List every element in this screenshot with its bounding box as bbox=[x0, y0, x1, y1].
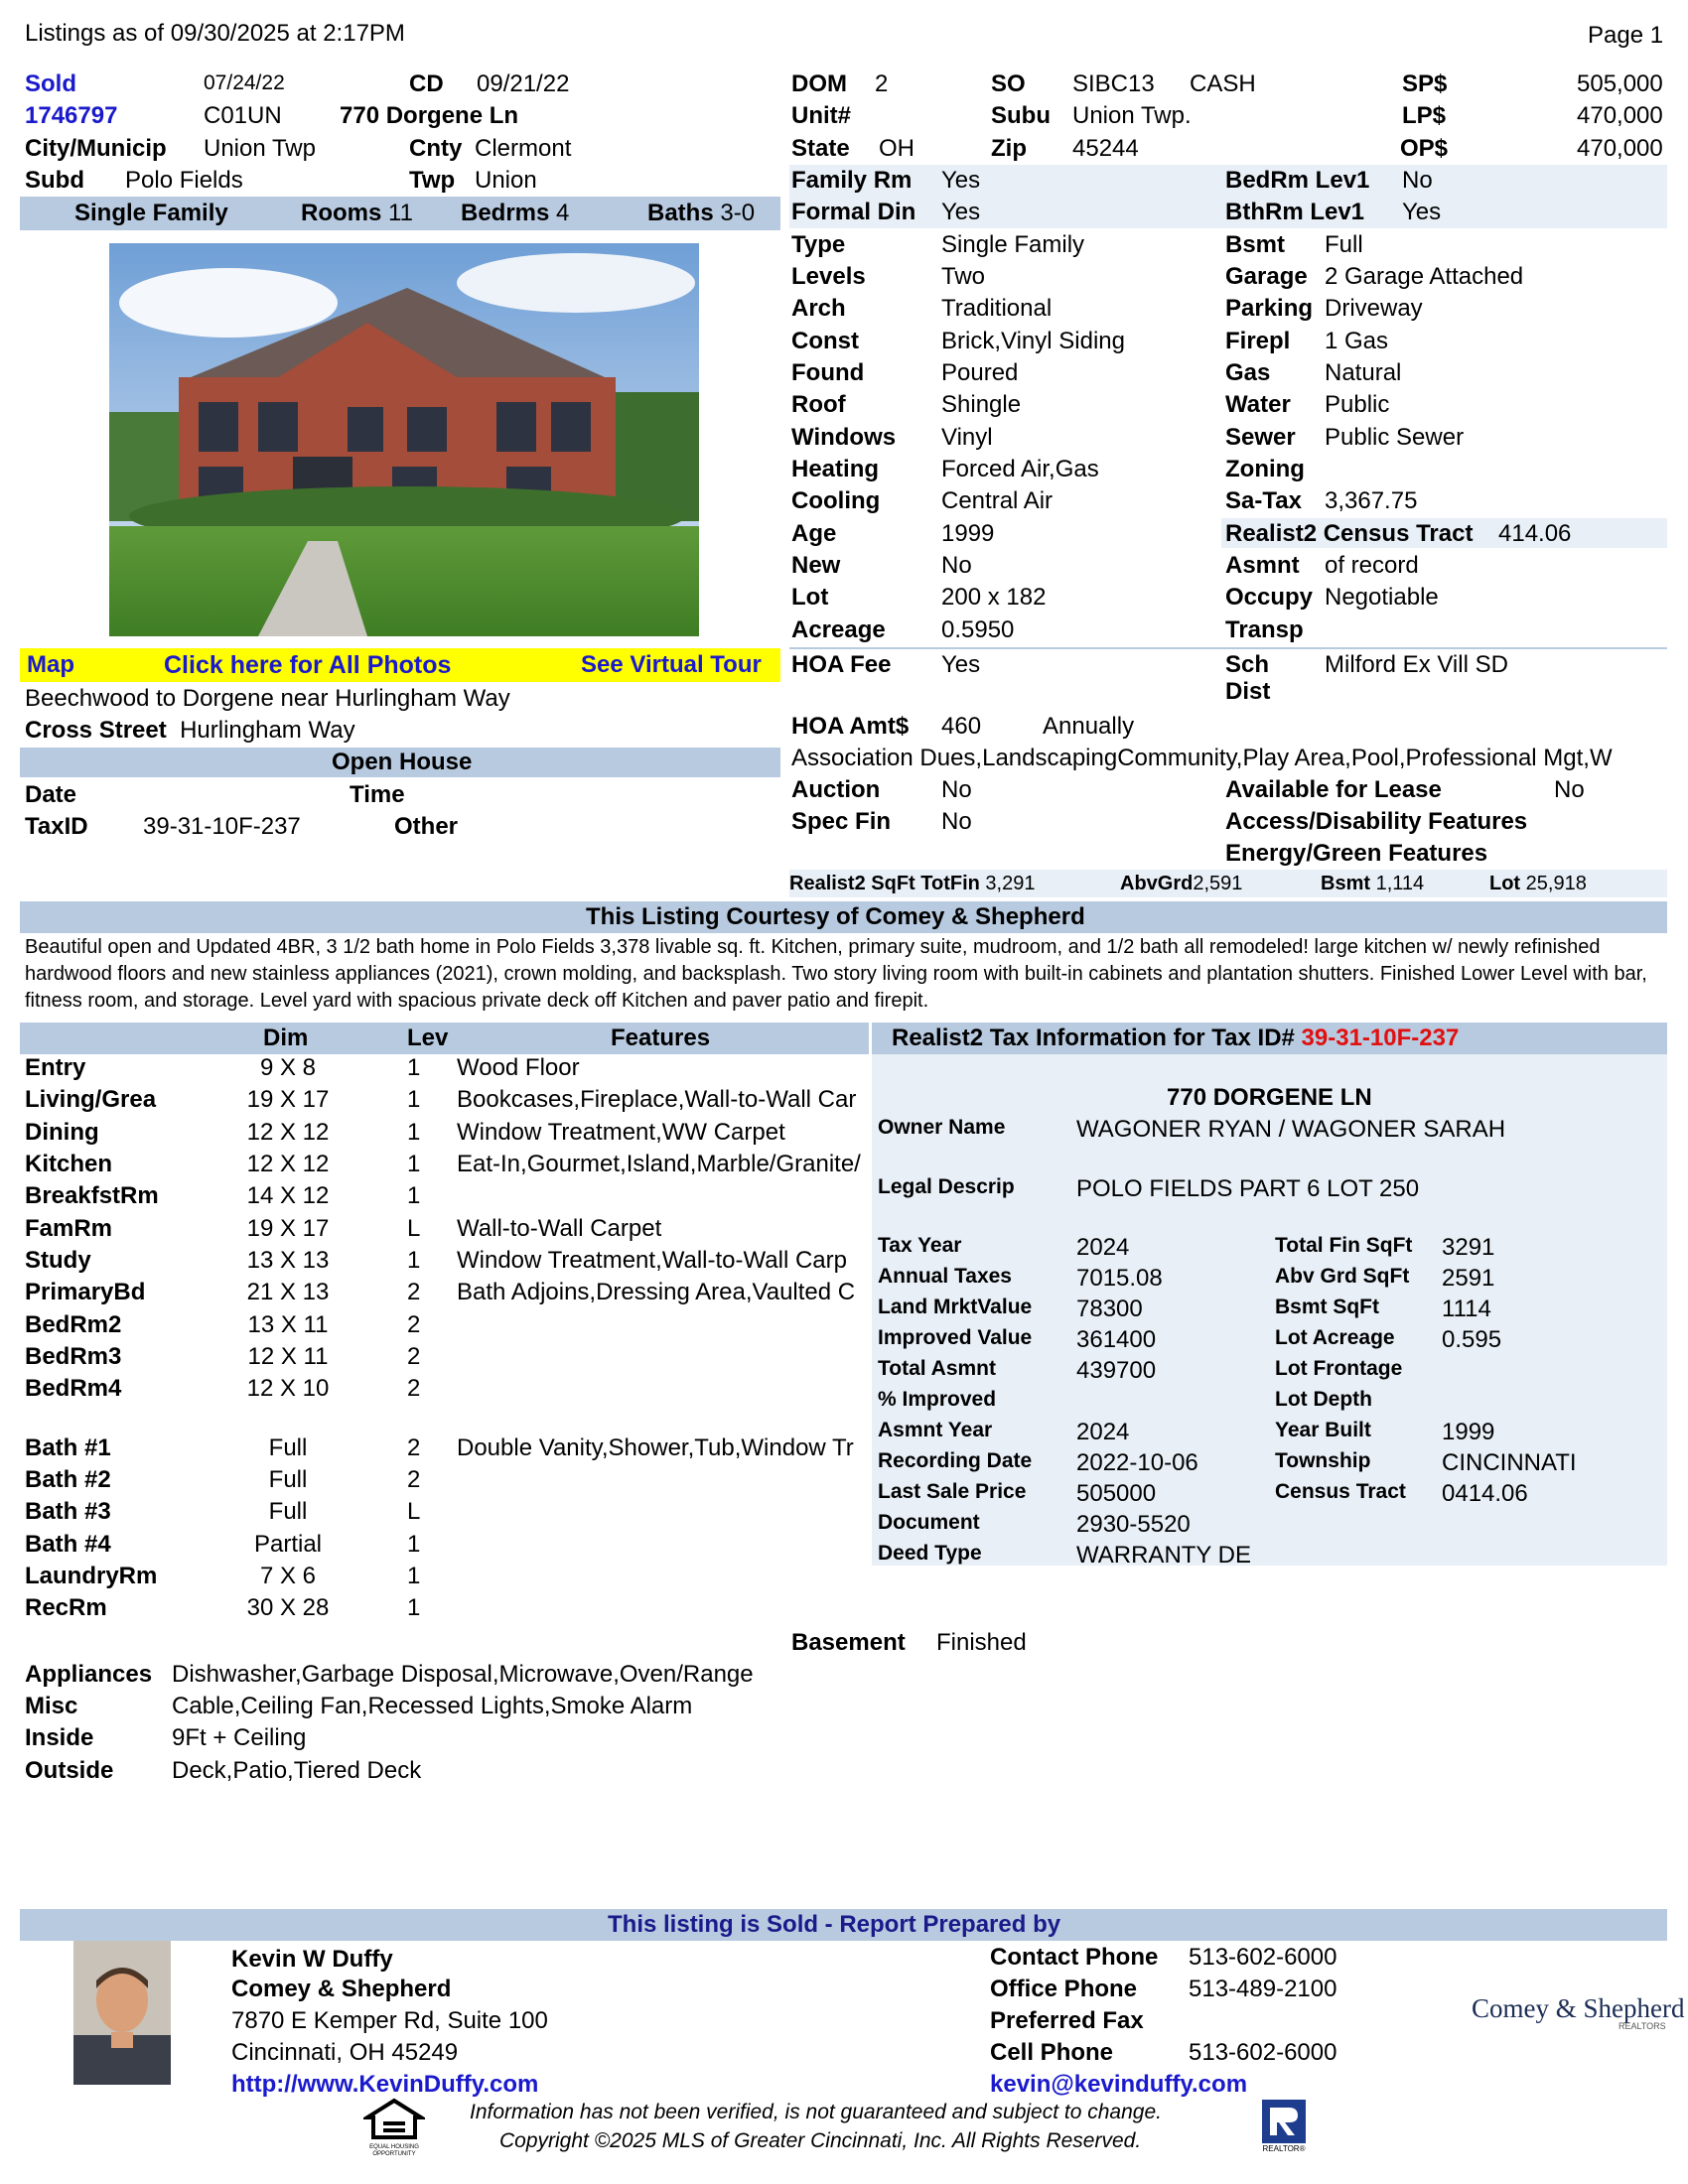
disclaimer: Information has not been verified, is not guaranteed and subject to change. bbox=[470, 2101, 1162, 2123]
room-dim: 12 X 12 bbox=[246, 1119, 330, 1146]
detail-value: Shingle bbox=[941, 391, 1022, 418]
specfin-label: Spec Fin bbox=[791, 808, 892, 835]
room-dim: 12 X 10 bbox=[246, 1375, 330, 1402]
tax-label: Deed Type bbox=[878, 1542, 982, 1565]
lev-header: Lev bbox=[407, 1024, 449, 1051]
feature-value: Dishwasher,Garbage Disposal,Microwave,Oven/Range bbox=[172, 1661, 754, 1688]
tax-value: 1114 bbox=[1442, 1296, 1491, 1322]
room-lev: 1 bbox=[407, 1247, 421, 1274]
detail-value: 414.06 bbox=[1498, 520, 1572, 547]
tax-value: 2022-10-06 bbox=[1076, 1449, 1198, 1476]
lease-label: Available for Lease bbox=[1225, 776, 1442, 803]
tax-value: 2930-5520 bbox=[1076, 1511, 1191, 1538]
tax-label: Year Built bbox=[1275, 1419, 1371, 1441]
owner-label: Owner Name bbox=[878, 1116, 1006, 1139]
room-name: Entry bbox=[25, 1054, 86, 1081]
contact-phone: 513-602-6000 bbox=[1189, 1944, 1337, 1971]
detail-label: Garage bbox=[1225, 263, 1308, 290]
tax-id: 39-31-10F-237 bbox=[1301, 1024, 1460, 1051]
room-dim: 21 X 13 bbox=[246, 1279, 330, 1305]
tax-label: Census Tract bbox=[1275, 1480, 1406, 1503]
office-code: C01UN bbox=[204, 102, 282, 129]
twp: Union bbox=[475, 167, 537, 194]
detail-value: No bbox=[941, 552, 972, 579]
basement-label: Basement bbox=[791, 1629, 906, 1656]
subu-label: Subu bbox=[991, 102, 1051, 129]
sold-date: 07/24/22 bbox=[204, 71, 285, 94]
tax-label: % Improved bbox=[878, 1388, 997, 1411]
room-name: BedRm3 bbox=[25, 1343, 122, 1370]
courtesy: This Listing Courtesy of Comey & Shepherd bbox=[586, 903, 1085, 930]
room-lev: 1 bbox=[407, 1151, 421, 1177]
room-lev: 2 bbox=[407, 1343, 421, 1370]
tax-label: Total Asmnt bbox=[878, 1357, 996, 1380]
status: Sold bbox=[25, 70, 76, 97]
copyright: Copyright ©2025 MLS of Greater Cincinnati, Inc. All Rights Reserved. bbox=[499, 2129, 1142, 2152]
room-lev: 2 bbox=[407, 1375, 421, 1402]
office-phone-label: Office Phone bbox=[990, 1976, 1138, 2002]
tax-title: Realist2 Tax Information for Tax ID# bbox=[892, 1024, 1295, 1051]
room-dim: 30 X 28 bbox=[246, 1594, 330, 1621]
detail-value: 200 x 182 bbox=[941, 584, 1047, 611]
room-name: Dining bbox=[25, 1119, 99, 1146]
realtor-text: REALTOR® bbox=[1262, 2144, 1306, 2153]
cross-street: Hurlingham Way bbox=[180, 717, 355, 744]
taxid-label: TaxID bbox=[25, 813, 88, 840]
lp-label: LP$ bbox=[1402, 102, 1447, 129]
room-name: BedRm4 bbox=[25, 1375, 122, 1402]
room-name: Kitchen bbox=[25, 1151, 113, 1177]
company-logo-sub: REALTORS bbox=[1618, 2021, 1666, 2031]
room-name: LaundryRm bbox=[25, 1563, 158, 1589]
detail-value: Yes bbox=[1402, 199, 1442, 225]
room-features: Wall-to-Wall Carpet bbox=[457, 1215, 662, 1242]
room-name: Living/Grea bbox=[25, 1086, 157, 1113]
room-dim: Full bbox=[268, 1466, 308, 1493]
detail-value: Yes bbox=[941, 167, 981, 194]
agent-company: Comey & Shepherd bbox=[231, 1976, 452, 2002]
detail-label: Type bbox=[791, 231, 846, 258]
room-dim: Full bbox=[268, 1498, 308, 1525]
feature-value: 9Ft + Ceiling bbox=[172, 1724, 307, 1751]
tax-label: Abv Grd SqFt bbox=[1275, 1265, 1410, 1288]
room-lev: 1 bbox=[407, 1563, 421, 1589]
detail-value: Single Family bbox=[941, 231, 1085, 258]
detail-label: Roof bbox=[791, 391, 846, 418]
room-lev: 2 bbox=[407, 1434, 421, 1461]
baths-value: 3-0 bbox=[720, 200, 756, 226]
detail-label: Realist2 Census Tract bbox=[1225, 520, 1474, 547]
sqft-lot: 25,918 bbox=[1525, 873, 1587, 894]
detail-value: Yes bbox=[941, 199, 981, 225]
eho-text: EQUAL HOUSING OPPORTUNITY bbox=[369, 2144, 419, 2157]
tax-label: Lot Depth bbox=[1275, 1388, 1372, 1411]
hoa-includes: Association Dues,LandscapingCommunity,Play Area,Pool,Professional Mgt,W bbox=[791, 745, 1613, 771]
directions: Beechwood to Dorgene near Hurlingham Way bbox=[25, 685, 510, 712]
room-features: Window Treatment,Wall-to-Wall Carp bbox=[457, 1247, 847, 1274]
hoa-amt: 460 bbox=[941, 713, 982, 740]
detail-value: Two bbox=[941, 263, 986, 290]
cell-phone-label: Cell Phone bbox=[990, 2039, 1114, 2066]
agent-email[interactable]: kevin@kevinduffy.com bbox=[990, 2071, 1248, 2098]
detail-label: Cooling bbox=[791, 487, 881, 514]
listings-timestamp: Listings as of 09/30/2025 at 2:17PM bbox=[25, 20, 405, 47]
bedrms-label: Bedrms bbox=[461, 200, 550, 226]
room-name: Bath #3 bbox=[25, 1498, 111, 1525]
tax-value: 2024 bbox=[1076, 1234, 1130, 1261]
subd: Polo Fields bbox=[125, 167, 243, 194]
tax-value: 7015.08 bbox=[1076, 1265, 1163, 1292]
open-house-title: Open House bbox=[332, 749, 473, 775]
detail-label: Occupy bbox=[1225, 584, 1314, 611]
feature-label: Outside bbox=[25, 1757, 114, 1784]
bedrms-value: 4 bbox=[556, 200, 570, 226]
detail-label: Heating bbox=[791, 456, 880, 482]
tax-label: Annual Taxes bbox=[878, 1265, 1012, 1288]
detail-label: Transp bbox=[1225, 616, 1304, 643]
room-lev: 2 bbox=[407, 1311, 421, 1338]
room-lev: 1 bbox=[407, 1086, 421, 1113]
room-name: BreakfstRm bbox=[25, 1182, 159, 1209]
tax-label: Lot Acreage bbox=[1275, 1326, 1395, 1349]
tax-label: Total Fin SqFt bbox=[1275, 1234, 1413, 1257]
dom-label: DOM bbox=[791, 70, 847, 97]
detail-value: Public bbox=[1325, 391, 1390, 418]
tax-value: WARRANTY DE bbox=[1076, 1542, 1252, 1569]
totfin-label: Realist2 SqFt TotFin bbox=[789, 873, 980, 894]
detail-label: Firepl bbox=[1225, 328, 1291, 354]
room-name: Bath #2 bbox=[25, 1466, 111, 1493]
footer-banner-text: This listing is Sold - Report Prepared by bbox=[608, 1911, 1061, 1938]
detail-value: 2 Garage Attached bbox=[1325, 263, 1524, 290]
so: SIBC13 bbox=[1072, 70, 1155, 97]
sqft-bsmt: 1,114 bbox=[1375, 873, 1425, 894]
agent-photo bbox=[73, 1941, 171, 2085]
detail-label: Levels bbox=[791, 263, 866, 290]
remarks: Beautiful open and Updated 4BR, 3 1/2 bath home in Polo Fields 3,378 livable sq. ft. Kitchen, primary suite, mudroom, and 1/2 bath all remodeled! large kitchen w/ newly refinished hardwood floors and new stainless appliances (2021), crown molding, and backsplash. Two story living room with built-in cabinets and plantation shutters. Finished Lower Level with bar, fitness room, and storage. Level yard with spacious private deck off Kitchen and paver patio and firepit. bbox=[25, 936, 1647, 1012]
room-dim: 9 X 8 bbox=[259, 1054, 317, 1081]
dom: 2 bbox=[875, 70, 889, 97]
legal-label: Legal Descrip bbox=[878, 1175, 1015, 1198]
room-lev: 1 bbox=[407, 1182, 421, 1209]
feature-label: Inside bbox=[25, 1724, 94, 1751]
room-dim: 12 X 11 bbox=[247, 1343, 329, 1370]
feature-label: Misc bbox=[25, 1693, 78, 1719]
cnty-label: Cnty bbox=[409, 135, 463, 162]
state: OH bbox=[879, 135, 914, 162]
legal: POLO FIELDS PART 6 LOT 250 bbox=[1076, 1175, 1420, 1202]
detail-value: Vinyl bbox=[941, 424, 993, 451]
so-terms: CASH bbox=[1190, 70, 1256, 97]
room-name: RecRm bbox=[25, 1594, 107, 1621]
detail-label: Asmnt bbox=[1225, 552, 1300, 579]
cnty: Clermont bbox=[475, 135, 572, 162]
cd-label: CD bbox=[409, 70, 444, 97]
room-lev: L bbox=[407, 1498, 421, 1525]
room-features: Window Treatment,WW Carpet bbox=[457, 1119, 785, 1146]
tax-label: Last Sale Price bbox=[878, 1480, 1027, 1503]
tax-label: Bsmt SqFt bbox=[1275, 1296, 1379, 1318]
room-name: BedRm2 bbox=[25, 1311, 122, 1338]
dist-label: Dist bbox=[1225, 678, 1271, 705]
room-lev: 1 bbox=[407, 1054, 421, 1081]
all-photos-link[interactable]: Click here for All Photos bbox=[164, 651, 452, 679]
subu: Union Twp. bbox=[1072, 102, 1192, 129]
agent-street: 7870 E Kemper Rd, Suite 100 bbox=[231, 2007, 548, 2034]
tax-value: CINCINNATI bbox=[1442, 1449, 1577, 1476]
detail-label: BthRm Lev1 bbox=[1225, 199, 1365, 225]
room-dim: 12 X 12 bbox=[246, 1151, 330, 1177]
hoa-fee-label: HOA Fee bbox=[791, 651, 892, 678]
detail-label: Const bbox=[791, 328, 859, 354]
room-lev: 2 bbox=[407, 1466, 421, 1493]
divider bbox=[789, 647, 1667, 649]
tax-label: Document bbox=[878, 1511, 980, 1534]
sp-label: SP$ bbox=[1402, 70, 1448, 97]
basement: Finished bbox=[936, 1629, 1027, 1656]
tax-value: 0414.06 bbox=[1442, 1480, 1528, 1507]
room-features: Eat-In,Gourmet,Island,Marble/Granite/ bbox=[457, 1151, 861, 1177]
detail-value: Brick,Vinyl Siding bbox=[941, 328, 1125, 354]
address: 770 Dorgene Ln bbox=[340, 102, 519, 129]
totfin: 3,291 bbox=[985, 873, 1036, 894]
room-dim: Partial bbox=[253, 1531, 323, 1558]
access-label: Access/Disability Features bbox=[1225, 808, 1528, 835]
detail-value: 1 Gas bbox=[1325, 328, 1389, 354]
type-bar-type: Single Family bbox=[74, 200, 228, 226]
tax-value: 78300 bbox=[1076, 1296, 1143, 1322]
subd-label: Subd bbox=[25, 167, 84, 194]
auction-label: Auction bbox=[791, 776, 881, 803]
agent-website[interactable]: http://www.KevinDuffy.com bbox=[231, 2071, 539, 2098]
other-label: Other bbox=[394, 813, 459, 840]
room-features: Double Vanity,Shower,Tub,Window Tr bbox=[457, 1434, 854, 1461]
tax-value: 1999 bbox=[1442, 1419, 1495, 1445]
room-features: Bookcases,Fireplace,Wall-to-Wall Car bbox=[457, 1086, 857, 1113]
detail-label: Zoning bbox=[1225, 456, 1305, 482]
zip: 45244 bbox=[1072, 135, 1139, 162]
abvgrd: 2,591 bbox=[1193, 873, 1243, 894]
tax-value: 361400 bbox=[1076, 1326, 1157, 1353]
detail-label: Sewer bbox=[1225, 424, 1296, 451]
room-name: Bath #1 bbox=[25, 1434, 111, 1461]
detail-value: Forced Air,Gas bbox=[941, 456, 1099, 482]
detail-value: Natural bbox=[1325, 359, 1402, 386]
taxid: 39-31-10F-237 bbox=[143, 813, 301, 840]
virtual-tour-link[interactable]: See Virtual Tour bbox=[581, 651, 762, 678]
hoa-fee: Yes bbox=[941, 651, 981, 678]
state-label: State bbox=[791, 135, 850, 162]
sch-label: Sch bbox=[1225, 651, 1270, 678]
unit-label: Unit# bbox=[791, 102, 851, 129]
tax-label: Tax Year bbox=[878, 1234, 962, 1257]
detail-value: No bbox=[1402, 167, 1433, 194]
specfin: No bbox=[941, 808, 972, 835]
detail-label: Gas bbox=[1225, 359, 1271, 386]
room-name: Study bbox=[25, 1247, 91, 1274]
detail-label: Parking bbox=[1225, 295, 1314, 322]
room-lev: 1 bbox=[407, 1119, 421, 1146]
detail-value: Public Sewer bbox=[1325, 424, 1465, 451]
auction: No bbox=[941, 776, 972, 803]
sp: 505,000 bbox=[1577, 70, 1663, 97]
detail-label: Acreage bbox=[791, 616, 886, 643]
twp-label: Twp bbox=[409, 167, 456, 194]
cd-date: 09/21/22 bbox=[477, 70, 570, 97]
room-name: Bath #4 bbox=[25, 1531, 111, 1558]
baths-label: Baths bbox=[647, 200, 714, 226]
detail-label: Sa-Tax bbox=[1225, 487, 1302, 514]
detail-value: Traditional bbox=[941, 295, 1053, 322]
room-name: FamRm bbox=[25, 1215, 113, 1242]
rooms-value: 11 bbox=[388, 200, 413, 226]
detail-value: Driveway bbox=[1325, 295, 1423, 322]
fax-label: Preferred Fax bbox=[990, 2007, 1144, 2034]
tax-value: 2591 bbox=[1442, 1265, 1495, 1292]
detail-label: Age bbox=[791, 520, 837, 547]
lease: No bbox=[1554, 776, 1585, 803]
hoa-amt-label: HOA Amt$ bbox=[791, 713, 910, 740]
detail-value: Poured bbox=[941, 359, 1019, 386]
tax-value: 439700 bbox=[1076, 1357, 1157, 1384]
city-label: City/Municip bbox=[25, 135, 167, 162]
detail-label: Arch bbox=[791, 295, 846, 322]
feature-label: Appliances bbox=[25, 1661, 153, 1688]
detail-label: New bbox=[791, 552, 841, 579]
contact-phone-label: Contact Phone bbox=[990, 1944, 1159, 1971]
detail-label: Windows bbox=[791, 424, 897, 451]
tax-label: Recording Date bbox=[878, 1449, 1033, 1472]
detail-value: Central Air bbox=[941, 487, 1054, 514]
detail-label: Bsmt bbox=[1225, 231, 1286, 258]
mls-number[interactable]: 1746797 bbox=[25, 102, 118, 129]
feature-value: Deck,Patio,Tiered Deck bbox=[172, 1757, 422, 1784]
detail-label: Lot bbox=[791, 584, 829, 611]
detail-value: 0.5950 bbox=[941, 616, 1015, 643]
abvgrd-label: AbvGrd bbox=[1120, 873, 1194, 894]
room-name: PrimaryBd bbox=[25, 1279, 146, 1305]
room-dim: 7 X 6 bbox=[259, 1563, 317, 1589]
rooms-label: Rooms bbox=[301, 200, 382, 226]
room-lev: 2 bbox=[407, 1279, 421, 1305]
office-phone: 513-489-2100 bbox=[1189, 1976, 1337, 2002]
zip-label: Zip bbox=[991, 135, 1027, 162]
room-dim: 13 X 13 bbox=[246, 1247, 330, 1274]
page-number: Page 1 bbox=[1588, 22, 1664, 49]
cell-phone: 513-602-6000 bbox=[1189, 2039, 1337, 2066]
agent-city: Cincinnati, OH 45249 bbox=[231, 2039, 459, 2066]
oh-time-label: Time bbox=[350, 781, 405, 808]
detail-value: 1999 bbox=[941, 520, 995, 547]
room-lev: 1 bbox=[407, 1594, 421, 1621]
tax-address: 770 DORGENE LN bbox=[1167, 1084, 1372, 1111]
sqft-lot-label: Lot bbox=[1489, 873, 1521, 894]
room-dim: Full bbox=[268, 1434, 308, 1461]
dim-header: Dim bbox=[263, 1024, 309, 1051]
room-features: Wood Floor bbox=[457, 1054, 580, 1081]
company-logo: Comey & Shepherd bbox=[1472, 1993, 1685, 2023]
room-lev: 1 bbox=[407, 1531, 421, 1558]
hoa-freq: Annually bbox=[1043, 713, 1135, 740]
city: Union Twp bbox=[204, 135, 316, 162]
room-features: Bath Adjoins,Dressing Area,Vaulted C bbox=[457, 1279, 856, 1305]
agent-name: Kevin W Duffy bbox=[231, 1946, 393, 1973]
detail-label: Water bbox=[1225, 391, 1291, 418]
detail-label: BedRm Lev1 bbox=[1225, 167, 1370, 194]
tax-value: 3291 bbox=[1442, 1234, 1495, 1261]
op-label: OP$ bbox=[1400, 135, 1449, 162]
so-label: SO bbox=[991, 70, 1026, 97]
room-dim: 14 X 12 bbox=[246, 1182, 330, 1209]
sqft-bsmt-label: Bsmt bbox=[1321, 873, 1371, 894]
detail-label: Family Rm bbox=[791, 167, 913, 194]
detail-label: Found bbox=[791, 359, 865, 386]
realtor-icon bbox=[1259, 2098, 1309, 2151]
tax-label: Land MrktValue bbox=[878, 1296, 1033, 1318]
tax-label: Lot Frontage bbox=[1275, 1357, 1403, 1380]
room-lev: L bbox=[407, 1215, 421, 1242]
tax-label: Township bbox=[1275, 1449, 1371, 1472]
detail-value: of record bbox=[1325, 552, 1419, 579]
room-dim: 13 X 11 bbox=[247, 1311, 329, 1338]
tax-value: 505000 bbox=[1076, 1480, 1157, 1507]
detail-value: Full bbox=[1325, 231, 1363, 258]
op: 470,000 bbox=[1577, 135, 1663, 162]
room-dim: 19 X 17 bbox=[246, 1215, 330, 1242]
owner: WAGONER RYAN / WAGONER SARAH bbox=[1076, 1116, 1506, 1143]
house-photo[interactable] bbox=[109, 243, 699, 636]
tax-label: Improved Value bbox=[878, 1326, 1033, 1349]
map-link[interactable]: Map bbox=[27, 651, 74, 678]
tax-value: 2024 bbox=[1076, 1419, 1130, 1445]
energy-label: Energy/Green Features bbox=[1225, 840, 1488, 867]
detail-value: 3,367.75 bbox=[1325, 487, 1418, 514]
detail-label: Formal Din bbox=[791, 199, 916, 225]
tax-label: Asmnt Year bbox=[878, 1419, 993, 1441]
oh-date-label: Date bbox=[25, 781, 77, 808]
features-header: Features bbox=[611, 1024, 711, 1051]
lp: 470,000 bbox=[1577, 102, 1663, 129]
tax-value: 0.595 bbox=[1442, 1326, 1502, 1353]
detail-value: Negotiable bbox=[1325, 584, 1439, 611]
feature-value: Cable,Ceiling Fan,Recessed Lights,Smoke Alarm bbox=[172, 1693, 693, 1719]
room-dim: 19 X 17 bbox=[246, 1086, 330, 1113]
school-district: Milford Ex Vill SD bbox=[1325, 651, 1508, 678]
cross-street-label: Cross Street bbox=[25, 717, 167, 744]
